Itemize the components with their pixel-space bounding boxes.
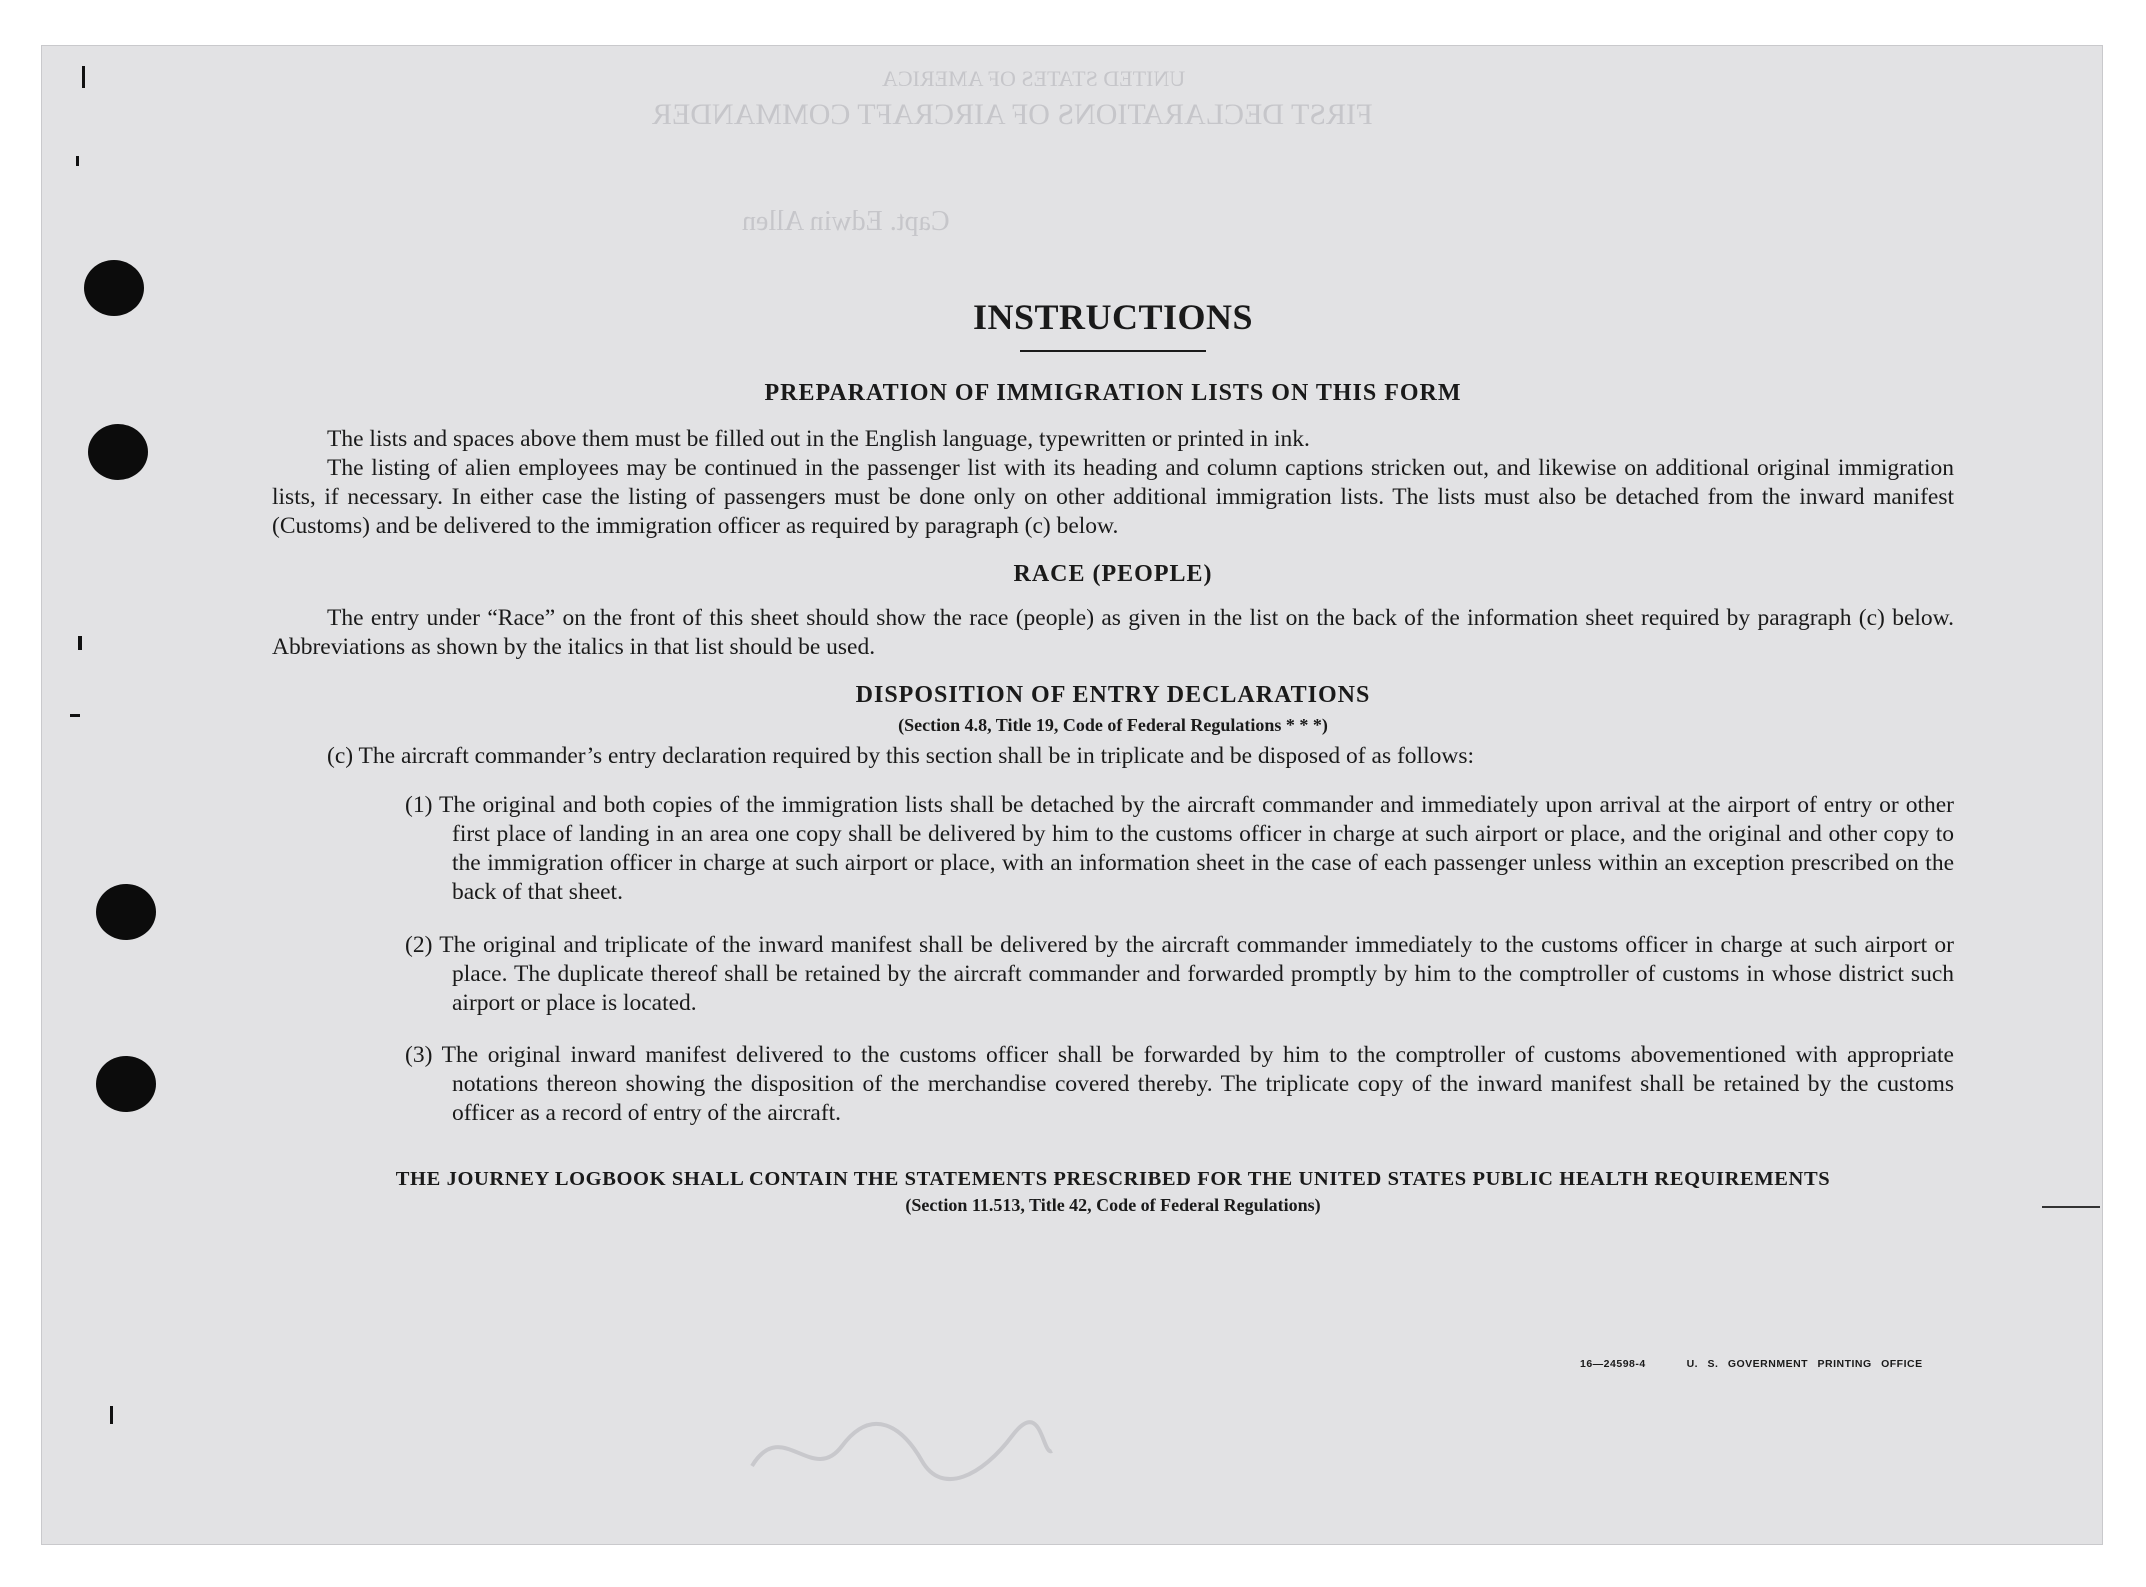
edge-mark: [2042, 1206, 2100, 1208]
bleed-through-header: UNITED STATES OF AMERICA: [882, 66, 1186, 91]
instructions-content: [272, 296, 1954, 1216]
document-sheet: [42, 46, 2102, 1544]
edge-mark: [78, 636, 82, 650]
punch-hole: [88, 424, 148, 480]
edge-mark: [76, 156, 79, 166]
section-heading-race: RACE (PEOPLE): [1013, 561, 1213, 587]
punch-hole: [96, 1056, 156, 1112]
footer-statement: THE JOURNEY LOGBOOK SHALL CONTAIN THE STATEMENTS PRESCRIBED FOR THE UNITED STATES PUBLIC HEALTH REQUIREMENTS: [395, 1168, 1831, 1190]
list-item-1: (1) The original and both copies of the immigration lists shall be detached by the aircraft commander and immediately upon arrival at the airport of entry or other first place of landing in an area one copy shall be delivered by him to the customs officer in charge at such airport or place, and the original and other copy to the immigration officer in charge at such airport or place, with an information sheet in the case of each passenger unless within an exception prescribed on the back of that sheet.: [405, 792, 1954, 905]
page-title: INSTRUCTIONS: [972, 297, 1254, 337]
paragraph-race: The entry under “Race” on the front of this sheet should show the race (people) as given in the list on the back of the information sheet required by paragraph (c) below. Abbreviations as shown by the italics in that list should be used.: [272, 605, 1954, 660]
list-item-3: (3) The original inward manifest delivered to the customs officer shall be forwarded by him to the comptroller of customs abovementioned with appropriate notations thereon showing the disposition of the merchandise covered thereby. The triplicate copy of the inward manifest shall be retained by the customs officer as a record of entry of the aircraft.: [405, 1042, 1954, 1126]
footer-citation: (Section 11.513, Title 42, Code of Federal Regulations): [905, 1195, 1321, 1215]
edge-mark: [70, 714, 80, 717]
section-heading-disposition: DISPOSITION OF ENTRY DECLARATIONS: [855, 682, 1371, 708]
title-underline: [1020, 350, 1206, 352]
punch-hole: [84, 260, 144, 316]
list-item-2: (2) The original and triplicate of the inward manifest shall be delivered by the aircraft commander immediately to the customs officer in charge at such airport or place. The duplicate thereof shall be retained by the aircraft commander and forwarded promptly by him to the comptroller of customs in whose district such airport or place is located.: [405, 931, 1954, 1016]
edge-mark: [82, 66, 85, 88]
edge-mark: [110, 1406, 113, 1424]
paragraph-language: The lists and spaces above them must be filled out in the English language, typewritten or printed in ink.: [327, 426, 1310, 452]
disposition-citation: (Section 4.8, Title 19, Code of Federal Regulations * * *): [898, 715, 1328, 735]
print-code: 16—24598-4: [1580, 1358, 1646, 1370]
printing-office-imprint: [1580, 1358, 1923, 1370]
section-heading-preparation: PREPARATION OF IMMIGRATION LISTS ON THIS FORM: [764, 380, 1462, 406]
punch-hole: [96, 884, 156, 940]
bleed-through-lines: Capt. Edwin Allen: [742, 206, 950, 237]
paragraph-c-intro: (c) The aircraft commander’s entry declaration required by this section shall be in triplicate and be disposed of as follows:: [327, 743, 1474, 769]
paragraph-alien-employees: The listing of alien employees may be continued in the passenger list with its heading and column captions stricken out, and likewise on additional original immigration lists, if necessary. In either case the listing of passengers must be done only on other additional immigration lists. The lists must also be detached from the inward manifest (Customs) and be delivered to the immigration officer as required by paragraph (c) below.: [272, 455, 1954, 539]
bleed-through-title: FIRST DECLARATIONS OF AIRCRAFT COMMANDER: [652, 98, 1373, 131]
printer-name: U. S. GOVERNMENT PRINTING OFFICE: [1686, 1358, 1923, 1370]
bleed-through-signature: [742, 1406, 1062, 1496]
